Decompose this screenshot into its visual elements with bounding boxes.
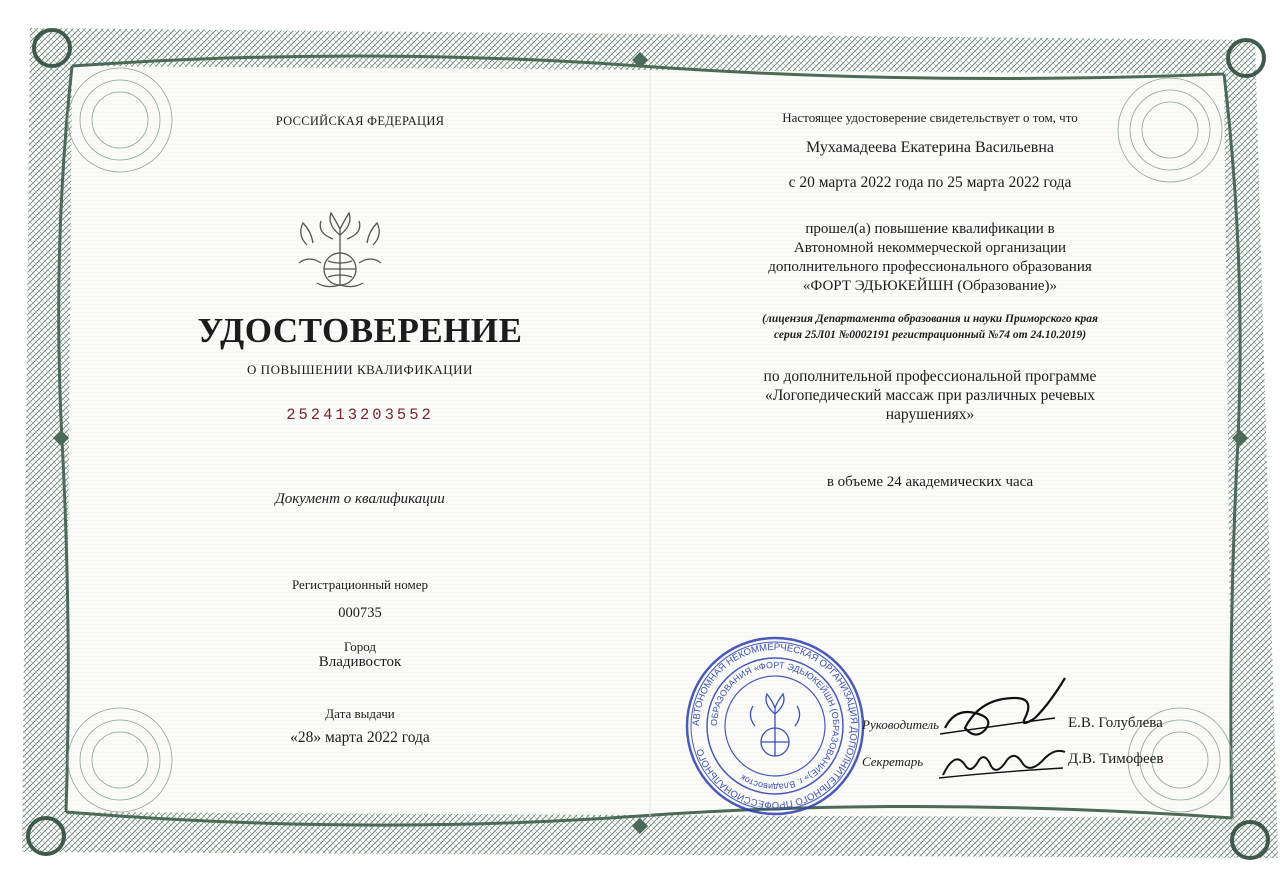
registration-number: 000735: [338, 605, 382, 621]
tree-globe-emblem-icon: [287, 205, 393, 291]
head-name: Е.В. Голублева: [1068, 715, 1163, 731]
city-value: Владивосток: [318, 654, 402, 670]
license-block: [700, 311, 1160, 343]
document-type: Документ о квалификации: [275, 491, 445, 507]
holder-name: Мухамадеева Екатерина Васильевна: [806, 139, 1054, 156]
organization-block: [700, 220, 1160, 296]
program-line: «Логопедический массаж при различных речевых: [765, 387, 1095, 404]
tree-globe-stamp-icon: [750, 694, 799, 756]
secretary-role-label: Секретарь: [862, 754, 924, 769]
head-role-label: Руководитель: [862, 717, 940, 732]
document-subtitle: О ПОВЫШЕНИИ КВАЛИФИКАЦИИ: [247, 362, 473, 377]
country-heading: РОССИЙСКАЯ ФЕДЕРАЦИЯ: [275, 114, 445, 128]
city-label: Город: [343, 639, 377, 654]
issue-date-value: «28» марта 2022 года: [290, 729, 430, 746]
license-line: серия 25Л01 №0002191 регистрационный №74 от 24.10.2019): [773, 329, 1087, 341]
program-block: [700, 367, 1160, 424]
program-line: нарушениях»: [885, 406, 975, 423]
training-period: с 20 марта 2022 года по 25 марта 2022 года: [788, 174, 1072, 191]
registration-label: Регистрационный номер: [292, 577, 428, 592]
secretary-name: Д.В. Тимофеев: [1068, 751, 1164, 767]
org-line: прошел(а) повышение квалификации в: [805, 221, 1055, 237]
document-title: УДОСТОВЕРЕНИЕ: [197, 311, 523, 350]
program-line: по дополнительной профессиональной программе: [763, 368, 1097, 385]
stamp-outer-text: АВТОНОМНАЯ НЕКОММЕРЧЕСКАЯ ОРГАНИЗАЦИЯ ДОПОЛНИТЕЛЬНОГО ПРОФЕССИОНАЛЬНОГО: [690, 641, 860, 811]
org-line: дополнительного профессионального образования: [768, 259, 1092, 275]
certificate-intro: Настоящее удостоверение свидетельствует о том, что: [782, 110, 1078, 125]
org-line: Автономной некоммерческой организации: [793, 240, 1067, 256]
license-line: (лицензия Департамента образования и науки Приморского края: [762, 313, 1098, 325]
stamp-inner-text: ОБРАЗОВАНИЯ «ФОРТ ЭДЬЮКЕЙШН (ОБРАЗОВАНИЕ)» г. Владивосток: [708, 659, 842, 793]
program-volume: в объеме 24 академических часа: [826, 474, 1034, 490]
secretary-signature: [935, 730, 1075, 790]
issue-date-label: Дата выдачи: [325, 706, 395, 721]
org-line: «ФОРТ ЭДЬЮКЕЙШН (Образование)»: [802, 278, 1058, 294]
serial-number: 252413203552: [286, 406, 434, 424]
organization-stamp: [683, 634, 867, 818]
